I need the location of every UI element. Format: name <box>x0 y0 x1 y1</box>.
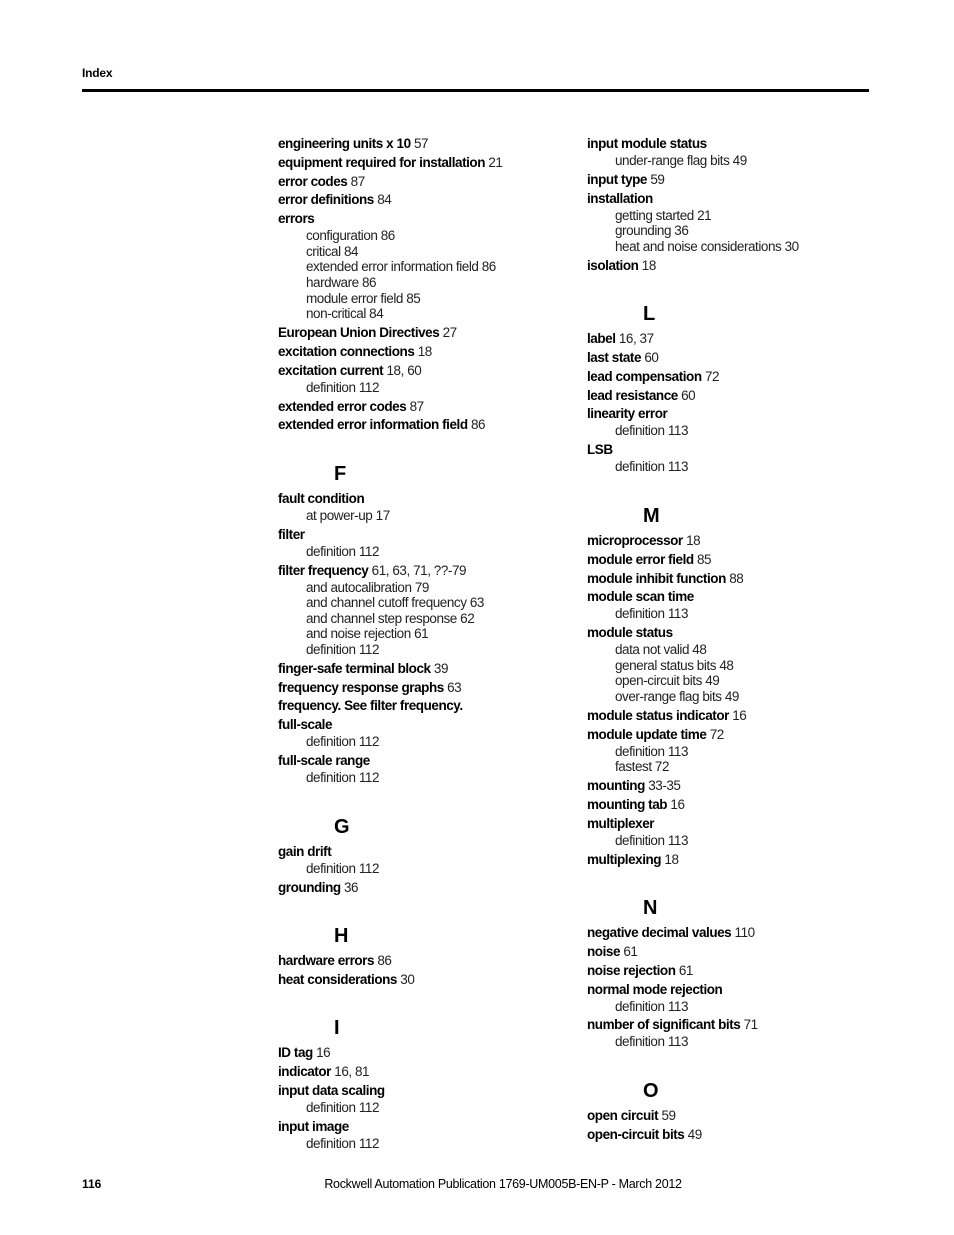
index-entry <box>587 708 867 724</box>
index-term: heat considerations <box>278 971 397 987</box>
index-subentry: definition 112 <box>306 1135 380 1151</box>
index-term: error definitions <box>278 192 374 208</box>
index-term: mounting <box>587 778 645 794</box>
index-subentries <box>278 1100 558 1116</box>
index-pages: 60 <box>681 387 696 403</box>
index-entry <box>278 880 558 896</box>
index-subentry: fastest 72 <box>615 759 670 775</box>
index-subentry: definition 113 <box>615 606 689 622</box>
index-subentries <box>278 508 558 524</box>
index-entry <box>587 442 867 475</box>
index-term: LSB <box>587 442 613 458</box>
index-term: extended error codes <box>278 398 407 414</box>
index-entry <box>587 963 867 979</box>
index-entry <box>587 571 867 587</box>
index-subentries <box>278 228 558 322</box>
index-subentry: and channel cutoff frequency 63 <box>306 595 484 611</box>
index-term: extended error information field <box>278 417 468 433</box>
index-term: module error field <box>587 551 694 567</box>
index-subentry: hardware 86 <box>306 274 377 290</box>
index-entry <box>587 816 867 849</box>
index-entry <box>278 844 558 877</box>
index-term: microprocessor <box>587 532 683 548</box>
section-letter: M <box>643 504 660 527</box>
index-pages: 27 <box>442 325 457 341</box>
index-term: module status indicator <box>587 707 729 723</box>
index-entry <box>587 331 867 347</box>
index-pages: 21 <box>488 154 503 170</box>
index-term: excitation current <box>278 362 384 378</box>
index-term: error codes <box>278 173 348 189</box>
index-term: installation <box>587 190 653 206</box>
publication-info: Rockwell Automation Publication 1769-UM005B-EN-P - March 2012 <box>324 1177 682 1191</box>
index-entry <box>278 563 558 658</box>
index-subentry: and autocalibration 79 <box>306 579 429 595</box>
index-pages: 60 <box>644 350 659 366</box>
index-term: engineering units x 10 <box>278 136 411 151</box>
index-subentries <box>278 1136 558 1152</box>
index-entry <box>278 680 558 696</box>
index-term: excitation connections <box>278 343 415 359</box>
index-column-right <box>587 136 867 1146</box>
index-entry <box>587 589 867 622</box>
index-term: noise <box>587 943 621 959</box>
index-subentry: non-critical 84 <box>306 306 384 322</box>
index-term: open-circuit bits <box>587 1126 685 1142</box>
index-term: multiplexing <box>587 851 662 867</box>
index-entry <box>587 136 867 169</box>
index-entry <box>587 852 867 868</box>
index-entry <box>587 191 867 255</box>
index-term: errors <box>278 211 315 227</box>
index-subentry: definition 112 <box>306 641 380 657</box>
index-term: full-scale <box>278 717 333 733</box>
index-subentry: heat and noise considerations 30 <box>615 238 799 254</box>
index-entry <box>278 972 558 988</box>
index-pages: 88 <box>729 570 744 586</box>
index-term: label <box>587 331 616 347</box>
index-subentries <box>587 833 867 849</box>
index-subentries <box>587 999 867 1015</box>
index-entry <box>587 982 867 1015</box>
index-pages: 59 <box>661 1108 676 1124</box>
index-term: module scan time <box>587 589 694 605</box>
index-pages: 39 <box>433 660 449 676</box>
index-subentry: critical 84 <box>306 243 359 259</box>
index-term: fault condition <box>278 490 365 506</box>
index-subentry: definition 112 <box>306 734 380 750</box>
index-pages: 16, 37 <box>618 331 654 347</box>
index-subentry: and noise rejection 61 <box>306 626 429 642</box>
index-subentry: definition 113 <box>615 1034 689 1050</box>
index-term: last state <box>587 350 642 366</box>
index-subentries <box>587 1034 867 1050</box>
index-pages: 33-35 <box>648 778 681 794</box>
section-letter: N <box>643 897 658 920</box>
index-subentries <box>278 734 558 750</box>
index-entry <box>278 363 558 396</box>
index-pages: 61, 63, 71, ??-79 <box>371 562 467 578</box>
index-term: full-scale range <box>278 753 370 769</box>
index-entry <box>587 944 867 960</box>
index-entry <box>278 953 558 969</box>
index-pages: 18 <box>686 532 701 548</box>
index-term: indicator <box>278 1064 331 1080</box>
index-term: input type <box>587 171 647 187</box>
index-entry <box>587 1108 867 1124</box>
index-subentries <box>587 208 867 255</box>
index-term: input data scaling <box>278 1083 385 1099</box>
index-entry <box>278 1045 558 1061</box>
index-entry <box>278 1083 558 1116</box>
index-term: gain drift <box>278 843 332 859</box>
index-pages: 16, 81 <box>334 1064 370 1080</box>
index-term: lead resistance <box>587 387 678 403</box>
index-subentry: definition 112 <box>306 379 380 395</box>
index-pages: 36 <box>344 879 359 895</box>
index-pages: 16 <box>670 796 685 812</box>
index-pages: 110 <box>734 925 755 941</box>
index-entry <box>278 717 558 750</box>
index-entry <box>587 625 867 704</box>
index-entry <box>587 925 867 941</box>
index-subentry: definition 112 <box>306 1100 380 1116</box>
index-pages: 63 <box>447 679 462 695</box>
index-subentry: grounding 36 <box>615 223 689 239</box>
index-subentry: getting started 21 <box>615 207 712 223</box>
index-pages: 61 <box>678 962 693 978</box>
index-subentry: definition 113 <box>615 423 689 439</box>
index-pages: 61 <box>623 943 638 959</box>
section-letter: I <box>334 1017 340 1040</box>
index-subentries <box>278 580 558 658</box>
index-entry <box>587 727 867 775</box>
section-letter: H <box>334 925 349 948</box>
index-term: isolation <box>587 257 639 273</box>
index-entry <box>587 1017 867 1050</box>
index-pages: 72 <box>709 726 724 742</box>
index-subentry: definition 112 <box>306 860 380 876</box>
index-pages: 18 <box>664 851 679 867</box>
index-subentries <box>587 744 867 775</box>
index-entry <box>278 1064 558 1080</box>
index-subentries <box>587 153 867 169</box>
index-term: filter frequency <box>278 562 369 578</box>
index-entry <box>278 211 558 322</box>
index-subentry: definition 113 <box>615 459 689 475</box>
index-entry <box>587 350 867 366</box>
index-column-left <box>278 136 558 1155</box>
index-entry <box>278 174 558 190</box>
section-letter: F <box>334 462 347 485</box>
index-entry <box>587 369 867 385</box>
index-pages: 18, 60 <box>386 362 422 378</box>
index-subentry: and channel step response 62 <box>306 610 475 626</box>
index-entry <box>278 399 558 415</box>
index-term: filter <box>278 526 305 542</box>
index-subentry: general status bits 48 <box>615 657 734 673</box>
index-subentry: open-circuit bits 49 <box>615 673 720 689</box>
index-entry <box>587 172 867 188</box>
section-letter: G <box>334 815 350 838</box>
index-term: mounting tab <box>587 796 668 812</box>
index-pages: 87 <box>409 398 424 414</box>
index-subentry: definition 112 <box>306 770 380 786</box>
index-pages: 57 <box>413 136 429 151</box>
index-entry <box>278 325 558 341</box>
header-rule <box>82 89 869 92</box>
index-pages: 85 <box>696 551 712 567</box>
index-entry <box>278 192 558 208</box>
index-subentry: definition 113 <box>615 998 689 1014</box>
index-subentry: over-range flag bits 49 <box>615 689 739 704</box>
index-entry <box>278 527 558 560</box>
index-term: multiplexer <box>587 815 655 831</box>
index-term: negative decimal values <box>587 925 732 941</box>
index-entry <box>587 388 867 404</box>
section-letter: O <box>643 1080 659 1103</box>
index-term: frequency. See filter frequency. <box>278 698 463 714</box>
index-subentries <box>587 423 867 439</box>
index-pages: 30 <box>400 971 415 987</box>
index-subentries <box>278 380 558 396</box>
index-entry <box>587 778 867 794</box>
index-subentry: data not valid 48 <box>615 642 707 658</box>
index-pages: 18 <box>641 257 656 273</box>
index-subentries <box>278 861 558 877</box>
index-subentries <box>278 544 558 560</box>
index-term: noise rejection <box>587 962 676 978</box>
index-entry <box>278 1119 558 1152</box>
index-term: normal mode rejection <box>587 981 723 997</box>
index-entry <box>587 552 867 568</box>
index-pages: 86 <box>377 953 392 969</box>
index-subentry: definition 113 <box>615 832 689 848</box>
index-subentry: under-range flag bits 49 <box>615 153 747 168</box>
index-subentry: module error field 85 <box>306 290 421 306</box>
index-subentry: extended error information field 86 <box>306 259 496 275</box>
index-term: equipment required for installation <box>278 154 486 170</box>
index-term: open circuit <box>587 1108 659 1124</box>
index-entry <box>587 258 867 274</box>
section-letter: L <box>643 303 656 326</box>
index-entry <box>278 155 558 171</box>
index-term: module inhibit function <box>587 570 726 586</box>
index-subentries <box>278 770 558 786</box>
index-subentry: definition 112 <box>306 543 380 559</box>
index-entry <box>278 136 558 152</box>
index-entry <box>278 698 558 714</box>
index-pages: 49 <box>687 1126 702 1142</box>
index-pages: 87 <box>350 173 365 189</box>
index-term: finger-safe terminal block <box>278 660 431 676</box>
index-pages: 84 <box>377 192 392 208</box>
index-entry <box>587 797 867 813</box>
index-term: grounding <box>278 879 341 895</box>
index-entry <box>278 753 558 786</box>
index-pages: 16 <box>732 707 747 723</box>
index-term: ID tag <box>278 1045 313 1061</box>
index-subentry: at power-up 17 <box>306 507 390 523</box>
index-pages: 86 <box>470 417 486 433</box>
index-term: module status <box>587 625 673 641</box>
index-term: hardware errors <box>278 953 375 969</box>
index-entry <box>278 491 558 524</box>
index-pages: 72 <box>704 368 720 384</box>
index-entry <box>587 533 867 549</box>
index-entry <box>278 661 558 677</box>
index-term: lead compensation <box>587 368 702 384</box>
index-term: input module status <box>587 136 707 151</box>
index-entry <box>278 344 558 360</box>
index-pages: 59 <box>650 171 665 187</box>
index-term: European Union Directives <box>278 325 440 341</box>
index-entry <box>587 406 867 439</box>
index-subentry: definition 113 <box>615 743 689 759</box>
index-term: number of significant bits <box>587 1017 741 1033</box>
index-subentries <box>587 606 867 622</box>
index-subentry: configuration 86 <box>306 228 395 244</box>
index-pages: 18 <box>417 343 432 359</box>
index-subentries <box>587 459 867 475</box>
index-entry <box>278 417 558 433</box>
index-subentries <box>587 642 867 704</box>
index-term: linearity error <box>587 406 668 422</box>
header-title: Index <box>82 66 113 80</box>
page-number: 116 <box>82 1177 102 1191</box>
index-term: input image <box>278 1118 349 1134</box>
index-term: module update time <box>587 726 707 742</box>
index-pages: 71 <box>743 1017 758 1033</box>
index-term: frequency response graphs <box>278 679 444 695</box>
index-pages: 16 <box>316 1045 331 1061</box>
index-entry <box>587 1127 867 1143</box>
